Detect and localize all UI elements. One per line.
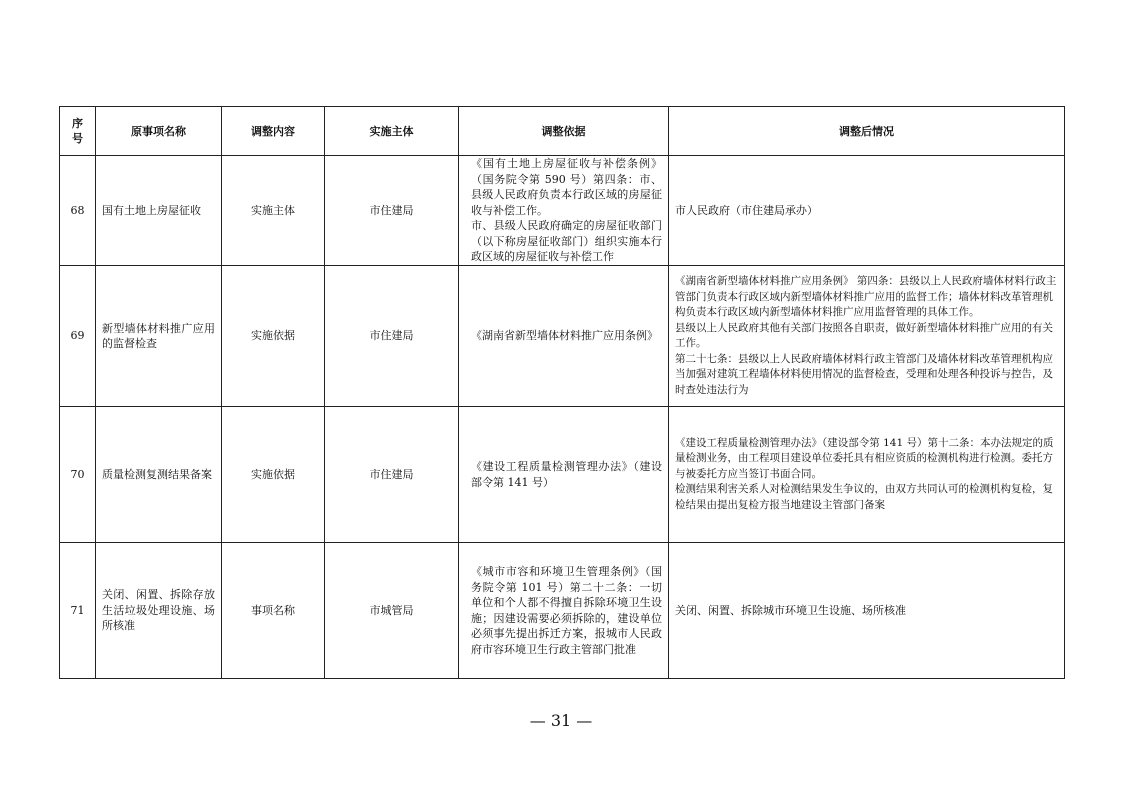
- header-after: 调整后情况: [669, 107, 1065, 156]
- row-after: [669, 266, 1065, 407]
- row-number: 69: [60, 266, 96, 407]
- after-paragraph: 关闭、闲置、拆除城市环境卫生设施、场所核准: [675, 603, 906, 617]
- table-row: [60, 266, 1065, 407]
- row-adjust-content: 事项名称: [222, 543, 325, 679]
- header-adjust-content: 调整内容: [222, 107, 325, 156]
- row-original-name: 质量检测复测结果备案: [96, 407, 222, 543]
- row-after: [669, 543, 1065, 679]
- after-paragraph: 检测结果利害关系人对检测结果发生争议的，由双方共同认可的检测机构复检，复检结果由提出复检方报当地建设主管部门备案: [675, 483, 1053, 511]
- table-row: [60, 543, 1065, 679]
- row-basis: [459, 266, 669, 407]
- table-row: [60, 156, 1065, 266]
- row-adjust-content: 实施依据: [222, 266, 325, 407]
- basis-paragraph: 《建设工程质量检测管理办法》（建设部令第 141 号）: [471, 460, 662, 489]
- page-number: — 31 —: [529, 711, 593, 730]
- row-original-name: 国有土地上房屋征收: [96, 156, 222, 266]
- header-basis: 调整依据: [459, 107, 669, 156]
- row-adjust-content: 实施依据: [222, 407, 325, 543]
- basis-paragraph: 市、县级人民政府确定的房屋征收部门（以下称房屋征收部门）组织实施本行政区域的房屋征收与补偿工作: [471, 219, 662, 264]
- row-number: 71: [60, 543, 96, 679]
- basis-paragraph: 《湖南省新型墙体材料推广应用条例》: [471, 329, 658, 343]
- row-subject: 市城管局: [325, 543, 459, 679]
- after-paragraph: 市人民政府（市住建局承办）: [675, 203, 818, 217]
- row-number: 68: [60, 156, 96, 266]
- row-subject: 市住建局: [325, 156, 459, 266]
- adjustment-table: [59, 106, 1065, 679]
- row-basis: [459, 543, 669, 679]
- row-after: [669, 407, 1065, 543]
- row-adjust-content: 实施主体: [222, 156, 325, 266]
- after-paragraph: 《建设工程质量检测管理办法》（建设部令第 141 号）第十二条：本办法规定的质量检测业务，由工程项目建设单位委托具有相应资质的检测机构进行检测。委托方与被委托方应当签订书面合同。: [675, 436, 1054, 480]
- row-basis: [459, 156, 669, 266]
- after-paragraph: 第二十七条：县级以上人民政府墙体材料行政主管部门及墙体材料改革管理机构应当加强对建筑工程墙体材料使用情况的监督检查，受理和处理各种投诉与控告，及时查处违法行为: [675, 352, 1053, 396]
- header-seq-text: 序号: [72, 117, 83, 145]
- basis-paragraph: 《城市市容和环境卫生管理条例》（国务院令第 101 号）第二十二条：一切单位和个人都不得擅自拆除环境卫生设施；因建设需要必须拆除的，建设单位必须事先提出拆迁方案，报城市人民政府市容环境卫生行政主管部门批准: [471, 565, 662, 656]
- row-basis: [459, 407, 669, 543]
- row-number: 70: [60, 407, 96, 543]
- row-original-name: 关闭、闲置、拆除存放生活垃圾处理设施、场所核准: [96, 543, 222, 679]
- table-header-row: [60, 107, 1065, 156]
- row-after: [669, 156, 1065, 266]
- row-original-name: 新型墙体材料推广应用的监督检查: [96, 266, 222, 407]
- after-paragraph: 《湖南省新型墙体材料推广应用条例》 第四条：县级以上人民政府墙体材料行政主管部门负责本行政区域内新型墙体材料推广应用的监督工作；墙体材料改革管理机构负责本行政区域内新型墙体材料推广应用监督管理的具体工作。: [675, 275, 1057, 318]
- basis-paragraph: 《国有土地上房屋征收与补偿条例》（国务院令第 590 号）第四条：市、县级人民政府负责本行政区域的房屋征收与补偿工作。: [471, 157, 662, 217]
- row-subject: 市住建局: [325, 266, 459, 407]
- after-paragraph: 县级以上人民政府其他有关部门按照各自职责，做好新型墙体材料推广应用的有关工作。: [675, 321, 1053, 349]
- header-seq: [60, 107, 96, 156]
- table-row: [60, 407, 1065, 543]
- header-original-name: 原事项名称: [96, 107, 222, 156]
- header-subject: 实施主体: [325, 107, 459, 156]
- row-subject: 市住建局: [325, 407, 459, 543]
